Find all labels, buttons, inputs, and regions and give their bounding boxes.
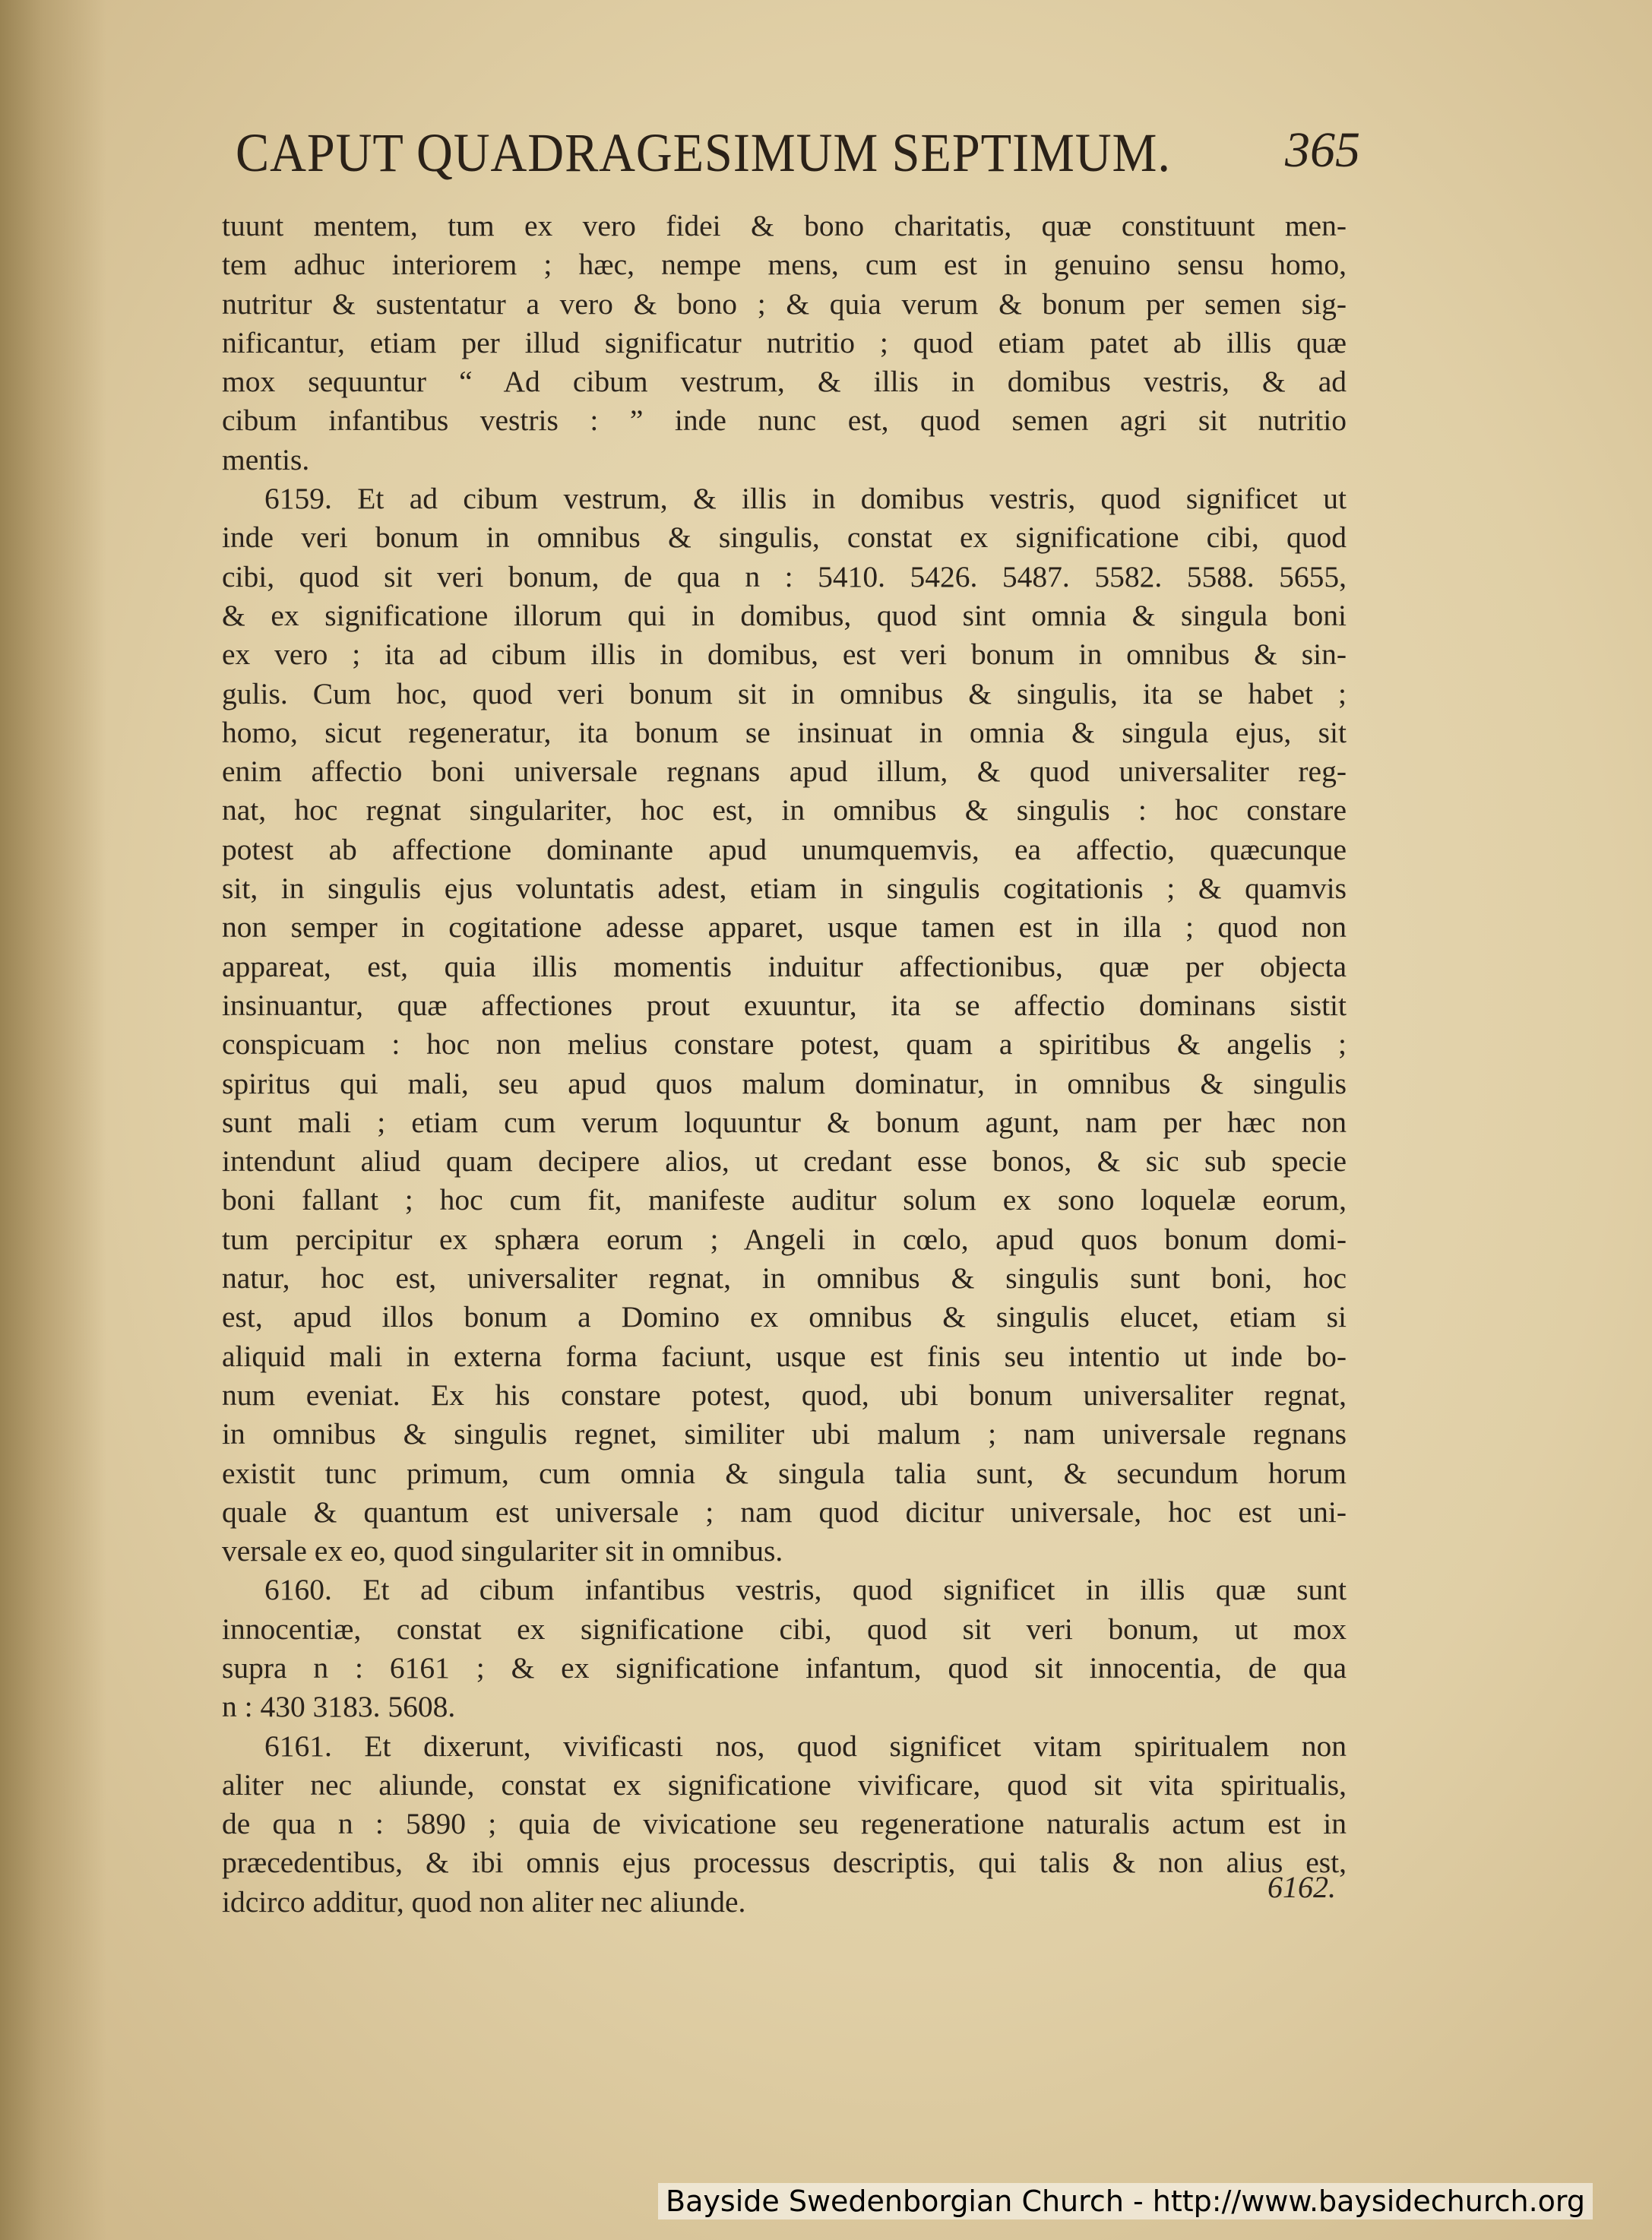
text-line: idcirco additur, quod non aliter nec aliunde. [222, 1884, 746, 1919]
text-line: num eveniat. Ex his constare potest, quod, ubi bonum universaliter regnat, [222, 1378, 1347, 1412]
text-line: homo, sicut regeneratur, ita bonum se insinuat in omnia & singula ejus, sit [222, 715, 1347, 749]
text-line: quale & quantum est universale ; nam quod dicitur universale, hoc est uni- [222, 1495, 1347, 1529]
paragraph-6159-start: 6159. Et ad cibum vestrum, & illis in domibus vestris, quod significet ut [264, 482, 1347, 516]
running-title: CAPUT QUADRAGESIMUM SEPTIMUM. [236, 122, 1171, 183]
text-line: supra n : 6161 ; & ex significatione infantum, quod sit innocentia, de qua [222, 1650, 1347, 1685]
text-line: aliquid mali in externa forma faciunt, usque est finis seu intentio ut inde bo- [222, 1339, 1347, 1373]
text-line: inde veri bonum in omnibus & singulis, constat ex significatione cibi, quod [222, 520, 1347, 555]
text-line: gulis. Cum hoc, quod veri bonum sit in omnibus & singulis, ita se habet ; [222, 676, 1347, 710]
binding-shadow [0, 0, 106, 2240]
paragraph-6161-start: 6161. Et dixerunt, vivificasti nos, quod significet vitam spiritualem non [264, 1729, 1347, 1763]
text-line: boni fallant ; hoc cum fit, manifeste auditur solum ex sono loquelæ eorum, [222, 1183, 1347, 1217]
text-line: appareat, est, quia illis momentis induitur affectionibus, quæ per objecta [222, 949, 1347, 983]
text-line: præcedentibus, & ibi omnis ejus processus descriptis, qui talis & non alius est, [222, 1846, 1347, 1880]
page-number: 365 [1285, 122, 1360, 178]
text-line: innocentiæ, constat ex significatione cibi, quod sit veri bonum, ut mox [222, 1612, 1347, 1646]
text-line: nutritur & sustentatur a vero & bono ; & quia verum & bonum per semen sig- [222, 286, 1347, 321]
text-line: & ex significatione illorum qui in domibus, quod sint omnia & singula boni [222, 598, 1347, 632]
text-line: est, apud illos bonum a Domino ex omnibus & singulis elucet, etiam si [222, 1300, 1347, 1334]
text-line: sunt mali ; etiam cum verum loquuntur & bonum agunt, nam per hæc non [222, 1105, 1347, 1139]
text-line: tuunt mentem, tum ex vero fidei & bono charitatis, quæ constituunt men- [222, 209, 1347, 242]
text-line: mox sequuntur “ Ad cibum vestrum, & illis in domibus vestris, & ad [222, 365, 1347, 399]
text-line: conspicuam : hoc non melius constare potest, quam a spiritibus & angelis ; [222, 1027, 1347, 1061]
text-line: intendunt aliud quam decipere alios, ut credant esse bonos, & sic sub specie [222, 1144, 1347, 1179]
text-line: versale ex eo, quod singulariter sit in omnibus. [222, 1534, 783, 1568]
catchword: 6162. [1267, 1870, 1336, 1904]
text-line: sit, in singulis ejus voluntatis adest, etiam in singulis cogitationis ; & quamvis [222, 872, 1347, 906]
text-line: non semper in cogitatione adesse apparet, usque tamen est in illa ; quod non [222, 910, 1347, 944]
text-line: de qua n : 5890 ; quia de vivicatione seu regeneratione naturalis actum est in [222, 1807, 1347, 1841]
text-line: existit tunc primum, cum omnia & singula talia sunt, & secundum horum [222, 1456, 1347, 1490]
text-line: natur, hoc est, universaliter regnat, in omnibus & singulis sunt boni, hoc [222, 1261, 1347, 1296]
text-line: enim affectio boni universale regnans apud illum, & quod universaliter reg- [222, 755, 1347, 789]
text-line: cibum infantibus vestris : ” inde nunc est, quod semen agri sit nutritio [222, 403, 1347, 438]
watermark-caption: Bayside Swedenborgian Church - http://www.baysidechurch.org [658, 2183, 1593, 2219]
body-text [222, 207, 1347, 1922]
text-line: in omnibus & singulis regnet, similiter ubi malum ; nam universale regnans [222, 1417, 1347, 1451]
text-line: spiritus qui mali, seu apud quos malum dominatur, in omnibus & singulis [222, 1066, 1347, 1100]
text-line: ex vero ; ita ad cibum illis in domibus, est veri bonum in omnibus & sin- [222, 638, 1347, 672]
text-line: tem adhuc interiorem ; hæc, nempe mens, cum est in genuino sensu homo, [222, 248, 1347, 282]
text-line: nificantur, etiam per illud significatur nutritio ; quod etiam patet ab illis quæ [222, 325, 1347, 359]
text-line: potest ab affectione dominante apud unumquemvis, ea affectio, quæcunque [222, 832, 1347, 866]
text-line: tum percipitur ex sphæra eorum ; Angeli in cœlo, apud quos bonum domi- [222, 1222, 1347, 1256]
page-header [236, 122, 1360, 205]
text-line: nat, hoc regnat singulariter, hoc est, in omnibus & singulis : hoc constare [222, 793, 1347, 827]
text-line: n : 430 3183. 5608. [222, 1690, 456, 1724]
text-line: insinuantur, quæ affectiones prout exuuntur, ita se affectio dominans sistit [222, 988, 1347, 1022]
text-line: cibi, quod sit veri bonum, de qua n : 5410. 5426. 5487. 5582. 5588. 5655, [222, 559, 1347, 593]
text-line: mentis. [222, 442, 310, 476]
paragraph-6160-start: 6160. Et ad cibum infantibus vestris, quod significet in illis quæ sunt [264, 1573, 1347, 1607]
text-line: aliter nec aliunde, constat ex significatione vivificare, quod sit vita spiritualis, [222, 1767, 1347, 1802]
